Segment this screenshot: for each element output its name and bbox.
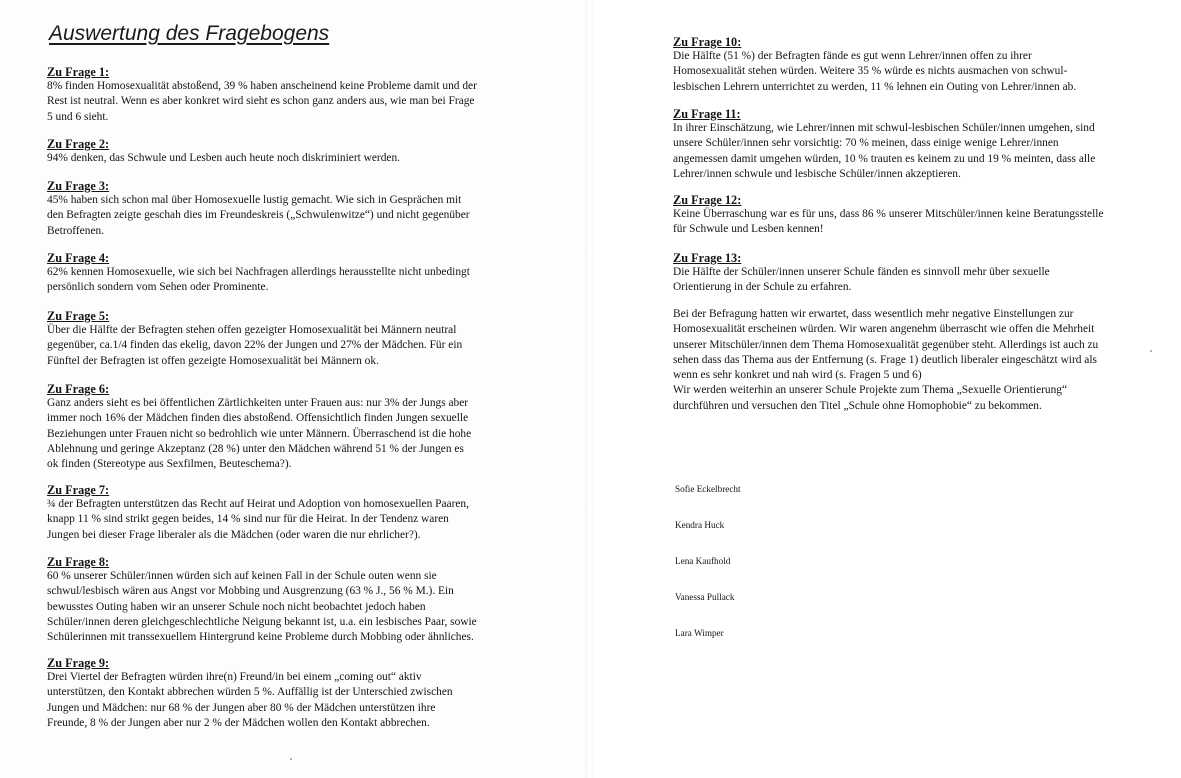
section-frage-8	[47, 556, 527, 645]
section-text: In ihrer Einschätzung, wie Lehrer/innen mit schwul-lesbischen Schüler/innen umgehen, sind unsere Schüler/innen sehr vorsichtig: 70 % meinen, dass einige wenige Lehrer/innen angemessen damit umgehen würden, 10 % trauten es keinem zu und 19 % meinten, dass alle Lehrer/innen schwule und lesbische Schüler/innen akzeptieren.	[673, 122, 1096, 180]
section-heading: Zu Frage 3:	[47, 179, 110, 193]
section-text: ¾ der Befragten unterstützen das Recht auf Heirat und Adoption von homosexuellen Paaren, knapp 11 % sind strikt gegen beides, 14 % sind nur für die Heirat. In der Tendenz waren Jungen bei dieser Frage liberaler als die Mädchen (oder waren die nur ehrlicher?).	[47, 498, 469, 541]
scan-speck	[1150, 350, 1152, 352]
section-text: Ganz anders sieht es bei öffentlichen Zärtlichkeiten unter Frauen aus: nur 3% der Jungs aber immer noch 16% der Mädchen finden dies abstoßend. Offensichtlich finden Jungen sexuelle Beziehungen unter Frauen nicht so bedrohlich wie unter Männern. Überraschend ist die hohe Ablehnung und geringe Akzeptanz (28 %) unter den Mädchen während 51 % der Jungen es ok finden (Stereotype aus Sexfilmen, Beuteschema?).	[47, 397, 472, 471]
section-text: Die Hälfte der Schüler/innen unserer Schule fänden es sinnvoll mehr über sexuelle Orientierung in der Schule zu erfahren.	[673, 266, 1050, 294]
section-text: 8% finden Homosexualität abstoßend, 39 % haben anscheinend keine Probleme damit und der Rest ist neutral. Wenn es aber konkret wird sieht es schon ganz anders aus, wie man bei Frage 5 und 6 sieht.	[47, 80, 477, 123]
section-heading: Zu Frage 7:	[47, 483, 110, 497]
signature-name: Lara Wimper	[675, 628, 724, 638]
section-frage-12	[673, 194, 1153, 238]
section-frage-10	[673, 36, 1153, 95]
section-heading: Zu Frage 9:	[47, 656, 110, 670]
signature-list	[675, 483, 741, 663]
section-heading: Zu Frage 4:	[47, 251, 110, 265]
conclusion-paragraph	[673, 307, 1153, 414]
section-heading: Zu Frage 1:	[47, 65, 110, 79]
conclusion-text: Bei der Befragung hatten wir erwartet, dass wesentlich mehr negative Einstellungen zur Homosexualität erscheinen würden. Wir waren angenehm überrascht wie offen die Mehrheit unserer Mitschüler/innen dem Thema Homosexualität gegenüber steht. Allerdings ist auch zu sehen dass das Thema aus der Entfernung (s. Frage 1) deutlich liberaler eingeschätzt wird als wenn es sehr konkret und nah wird (s. Fragen 5 und 6) Wir werden weiterhin an unserer Schule Projekte zum Thema „Sexuelle Orientierung“ durchführen und versuchen den Titel „Schule ohne Homophobie“ zu bekommen.	[673, 308, 1099, 412]
section-heading: Zu Frage 5:	[47, 309, 110, 323]
section-text: 94% denken, das Schwule und Lesben auch heute noch diskriminiert werden.	[47, 152, 401, 164]
section-text: Keine Überraschung war es für uns, dass 86 % unserer Mitschüler/innen keine Beratungsstelle für Schwule und Lesben kennen!	[673, 208, 1104, 236]
section-frage-11	[673, 108, 1153, 182]
section-frage-3	[47, 180, 527, 239]
scan-speck	[290, 758, 292, 760]
section-frage-13	[673, 252, 1153, 296]
section-text: 62% kennen Homosexuelle, wie sich bei Nachfragen allerdings herausstellte nicht unbedingt persönlich sondern vom Sehen oder Prominente.	[47, 266, 470, 294]
signature-name: Lena Kaufhold	[675, 556, 731, 566]
section-heading: Zu Frage 8:	[47, 555, 110, 569]
signature-name: Vanessa Pullack	[675, 592, 735, 602]
signature-name: Kendra Huck	[675, 520, 725, 530]
section-text: 45% haben sich schon mal über Homosexuelle lustig gemacht. Wie sich in Gesprächen mit den Befragten zeigte geschah dies im Freundeskreis („Schwulenwitze“) und nicht gegenüber Betroffenen.	[47, 194, 470, 237]
section-text: 60 % unserer Schüler/innen würden sich auf keinen Fall in der Schule outen wenn sie schwul/lesbisch wären aus Angst vor Mobbing und Ausgrenzung (63 % J., 56 % M.). Ein bewusstes Outing haben wir an unserer Schule noch nicht beobachtet jedoch haben Schüler/innen deren gleichgeschlechtliche Neigung bekannt ist, u.a. ein lesbisches Paar, sowie Schülerinnen mit transsexuellem Hintergrund keine Probleme durch Mobbing oder ähnliches.	[47, 570, 477, 644]
section-frage-4	[47, 252, 527, 296]
document-title: Auswertung des Fragebogens	[49, 22, 330, 45]
section-heading: Zu Frage 12:	[673, 193, 742, 207]
section-text: Die Hälfte (51 %) der Befragten fände es gut wenn Lehrer/innen offen zu ihrer Homosexualität stehen würden. Weitere 35 % würde es nichts ausmachen von schwul- lesbischen Lehrern unterrichtet zu werden, 11 % lehnen ein Outing von Lehrer/innen ab.	[673, 50, 1077, 93]
section-frage-6	[47, 383, 527, 472]
section-text: Drei Viertel der Befragten würden ihre(n) Freund/in bei einem „coming out“ aktiv unterstützen, den Kontakt abbrechen würden 5 %. Auffällig ist der Unterschied zwischen Jungen und Mädchen: nur 68 % der Jungen aber 80 % der Mädchen unterstützen ihre Freunde, 8 % der Jungen aber nur 2 % der Mädchen wollen den Kontakt abbrechen.	[47, 671, 453, 729]
section-heading: Zu Frage 2:	[47, 137, 110, 151]
section-frage-9	[47, 657, 527, 731]
section-heading: Zu Frage 11:	[673, 107, 741, 121]
section-heading: Zu Frage 13:	[673, 251, 742, 265]
section-frage-1	[47, 66, 527, 125]
section-frage-5	[47, 310, 527, 369]
section-frage-7	[47, 484, 527, 543]
section-text: Über die Hälfte der Befragten stehen offen gezeigter Homosexualität bei Männern neutral gegenüber, ca.1/4 finden das ekelig, davon 22% der Jungen und 27% der Mädchen. Für ein Fünftel der Befragten ist offen gezeigte Homosexualität bei Männern ok.	[47, 324, 463, 367]
page-gutter	[585, 0, 594, 778]
section-heading: Zu Frage 10:	[673, 35, 742, 49]
section-frage-2	[47, 138, 527, 166]
signature-name: Sofie Eckelbrecht	[675, 484, 741, 494]
section-heading: Zu Frage 6:	[47, 382, 110, 396]
